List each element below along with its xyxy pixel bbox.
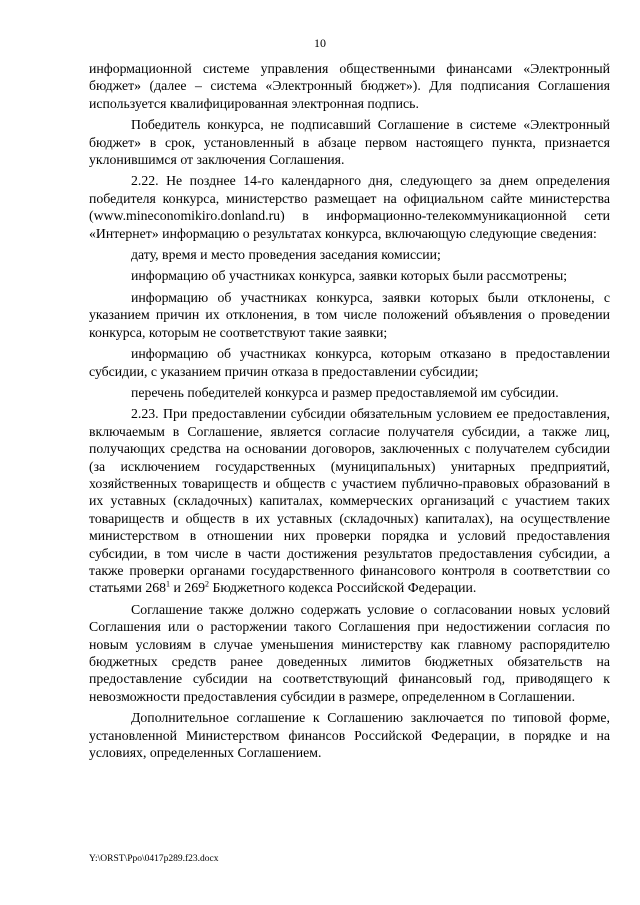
paragraph-2-23-text: 2.23. При предоставлении субсидии обязательным условием ее предоставления, включаемым в Соглашение, является согласие получателя субсидии, а также лиц, получающих средства на основании договоров, заключенных с получателем субсидии (за исключением государственных (муниципальных) унитарных предприятий, хозяйственных товариществ и обществ с участием публично-правовых образований в их уставных (складочных) капиталах, коммерческих организаций с участием таких товариществ и обществ в их уставных (складочных) капиталах), на осуществление министерством в отношении них проверки порядка и условий предоставления субсидии, в том числе в части достижения результатов предоставления субсидии, а также проверки органами государственного финансового контроля в соответствии со статьями 268 [89,406,610,596]
list-item-rejected-participants: информацию об участниках конкурса, заявки которых были отклонены, с указанием причин их отклонения, в том числе положений объявления о проведении конкурса, которым не соответствуют такие заявки; [89,289,610,340]
paragraph-additional-agreement: Дополнительное соглашение к Соглашению заключается по типовой форме, установленной Министерством финансов Российской Федерации, в порядке и на условиях, определенных Соглашением. [89,710,610,761]
paragraph-2-23-tail: Бюджетного кодекса Российской Федерации. [209,580,477,596]
list-item-meeting-date: дату, время и место проведения заседания комиссии; [131,247,441,263]
paragraph-agreement-conditions: Соглашение также должно содержать условие о согласовании новых условий Соглашения или о расторжении такого Соглашения при недостижении согласия по новым условиям в случае уменьшения министерству как главному распорядителю бюджетных средств ранее доведенных лимитов бюджетных обязательств на предоставление субсидии на соответствующий финансовый год, приводящего к невозможности предоставления субсидии в размере, определенном в Соглашении. [89,601,610,704]
list-item-reviewed-participants: информацию об участниках конкурса, заявки которых были рассмотрены; [131,268,568,284]
paragraph-2-23-mid: и 269 [170,580,205,596]
footnote-sup-269: 2 [205,579,209,589]
document-body [89,60,610,765]
footnote-sup-268: 1 [166,579,171,589]
list-item-refused-participants: информацию об участниках конкурса, которым отказано в предоставлении субсидии, с указанием причин отказа в предоставлении субсидии; [89,346,610,379]
paragraph-winner-evasion: Победитель конкурса, не подписавший Соглашение в системе «Электронный бюджет» в срок, установленный в абзаце первом настоящего пункта, признается уклонившимся от заключения Соглашения. [89,117,610,168]
paragraph-e-budget-signing: информационной системе управления общественными финансами «Электронный бюджет» (далее – система «Электронный бюджет»). Для подписания Соглашения используется квалифицированная электронная подпись. [89,61,610,111]
page-number: 10 [314,36,326,50]
footer-file-path: Y:\ORST\Ppo\0417p289.f23.docx [89,854,219,864]
paragraph-2-23 [89,405,610,596]
list-item-winners-list: перечень победителей конкурса и размер предоставляемой им субсидии. [131,384,559,400]
paragraph-2-22: 2.22. Не позднее 14-го календарного дня, следующего за днем определения победителя конкурса, министерство размещает на официальном сайте министерства (www.mineconomikiro.donland.ru) в информационно-телекоммуникационной сети «Интернет» информацию о результатах конкурса, включающую следующие сведения: [89,173,610,241]
